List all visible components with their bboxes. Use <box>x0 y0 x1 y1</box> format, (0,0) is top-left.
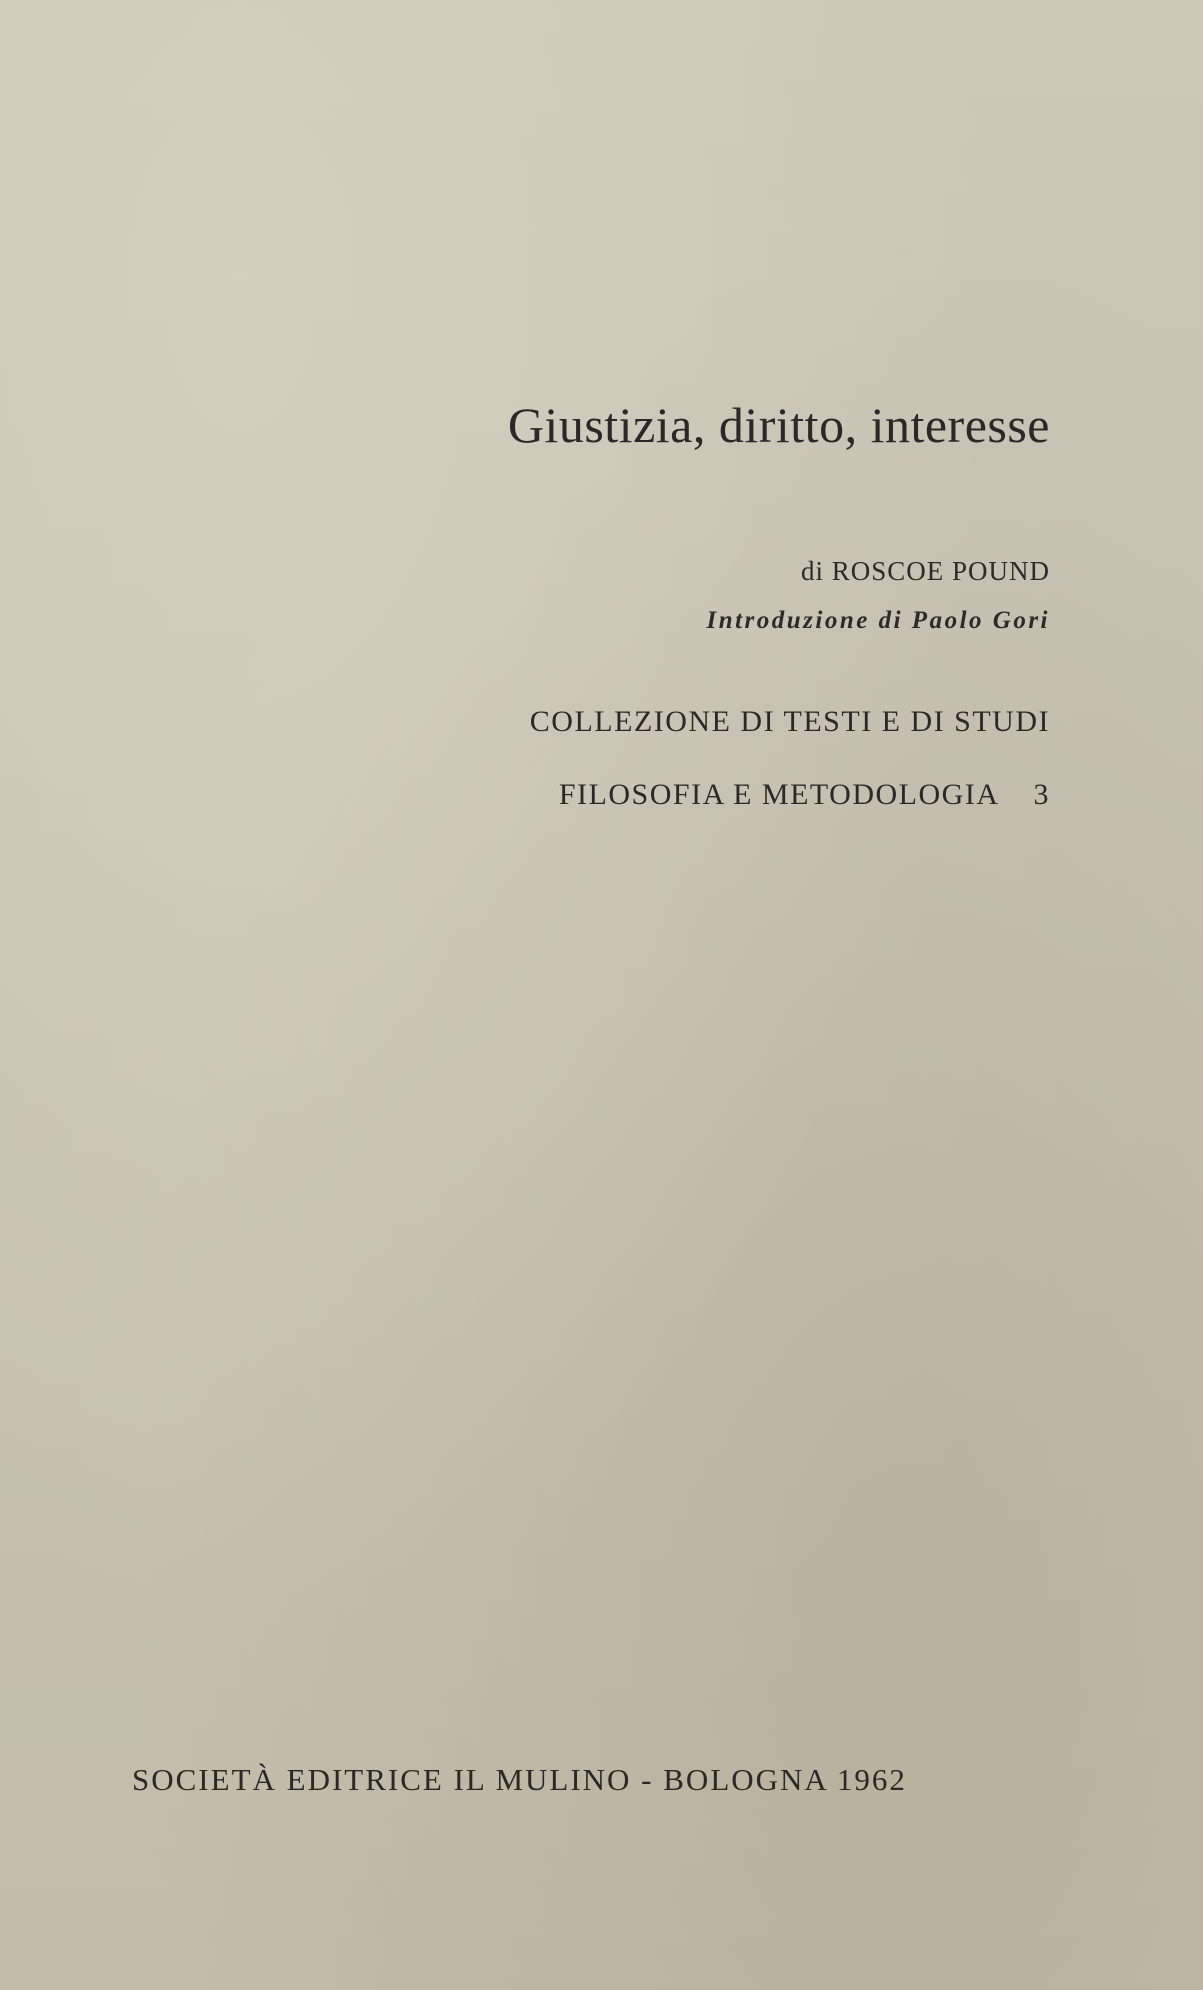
series-number: 3 <box>1033 778 1050 811</box>
series-name: FILOSOFIA E METODOLOGIA <box>558 778 1000 811</box>
introduction-credit: Introduzione di Paolo Gori <box>706 607 1050 634</box>
book-title: Giustizia, diritto, interesse <box>507 397 1050 453</box>
series-line <box>559 778 1050 812</box>
author-line: di ROSCOE POUND <box>800 556 1050 586</box>
collection-name: COLLEZIONE DI TESTI E DI STUDI <box>529 705 1050 738</box>
publisher-imprint: SOCIETÀ EDITRICE IL MULINO - BOLOGNA 1962 <box>132 1762 907 1797</box>
